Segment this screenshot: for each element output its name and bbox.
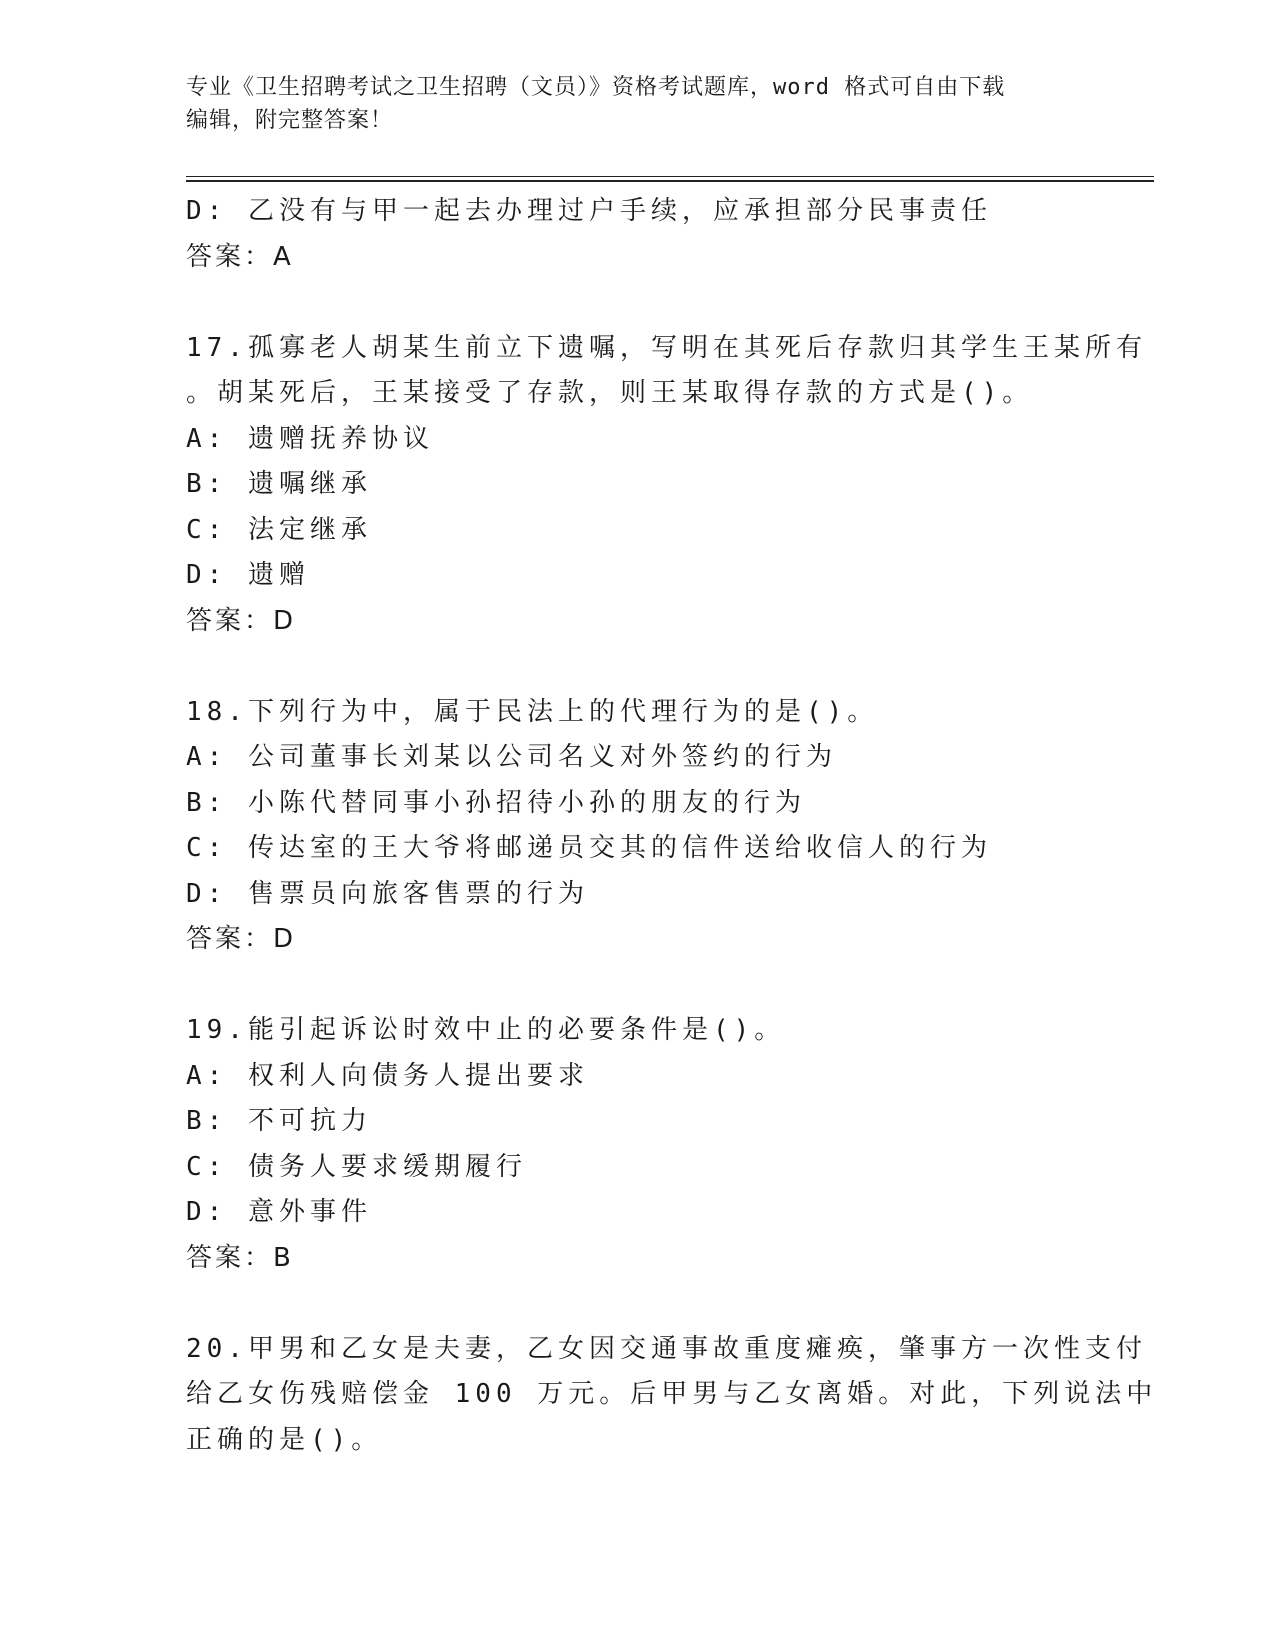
- option-b: B: 不可抗力: [186, 1106, 372, 1136]
- spacer: [186, 280, 1086, 326]
- prev-option-d: D: 乙没有与甲一起去办理过户手续，应承担部分民事责任: [186, 196, 992, 226]
- option-b: B: 小陈代替同事小孙招待小孙的朋友的行为: [186, 787, 806, 818]
- question-19: [186, 1008, 1086, 1281]
- answer: 答案：D: [186, 924, 297, 954]
- answer: 答案：D: [186, 605, 297, 636]
- question-stem: 20.甲男和乙女是夫妻，乙女因交通事故重度瘫痪，肇事方一次性支付: [186, 1333, 1147, 1364]
- option-a: A: 公司董事长刘某以公司名义对外签约的行为: [186, 742, 837, 772]
- question-stem: 18.下列行为中，属于民法上的代理行为的是()。: [186, 696, 879, 727]
- option-a: A: 权利人向债务人提出要求: [186, 1060, 589, 1091]
- question-stem: 给乙女伤残赔偿金 100 万元。后甲男与乙女离婚。对此，下列说法中: [186, 1379, 1158, 1409]
- header-divider-thin: [186, 176, 1154, 177]
- question-stem: 19.能引起诉讼时效中止的必要条件是()。: [186, 1015, 786, 1045]
- option-c: C: 法定继承: [186, 514, 372, 545]
- option-c: C: 债务人要求缓期履行: [186, 1151, 527, 1182]
- header-line-1: 专业《卫生招聘考试之卫生招聘（文员）》资格考试题库，word 格式可自由下载: [186, 75, 1006, 100]
- document-header: [186, 71, 1066, 137]
- answer: 答案：B: [186, 1242, 294, 1273]
- option-d: D: 意外事件: [186, 1197, 372, 1227]
- question-stem: 正确的是()。: [186, 1424, 383, 1455]
- option-c: C: 传达室的王大爷将邮递员交其的信件送给收信人的行为: [186, 833, 992, 863]
- spacer: [186, 963, 1086, 1009]
- question-17: [186, 326, 1147, 645]
- header-line-2: 编辑，附完整答案！: [186, 108, 394, 133]
- question-content: [186, 189, 1158, 1463]
- option-d: D: 遗赠: [186, 560, 310, 590]
- prev-answer: 答案：A: [186, 241, 294, 272]
- option-d: D: 售票员向旅客售票的行为: [186, 878, 589, 909]
- question-stem: 。胡某死后，王某接受了存款，则王某取得存款的方式是()。: [186, 378, 1034, 408]
- spacer: [186, 1281, 1086, 1327]
- option-a: A: 遗赠抚养协议: [186, 423, 434, 454]
- question-18: [186, 690, 1086, 963]
- header-divider-thick: [186, 180, 1154, 182]
- spacer: [186, 644, 1086, 690]
- question-20: [186, 1327, 1158, 1464]
- option-b: B: 遗嘱继承: [186, 469, 372, 499]
- question-stem: 17.孤寡老人胡某生前立下遗嘱，写明在其死后存款归其学生王某所有: [186, 332, 1147, 363]
